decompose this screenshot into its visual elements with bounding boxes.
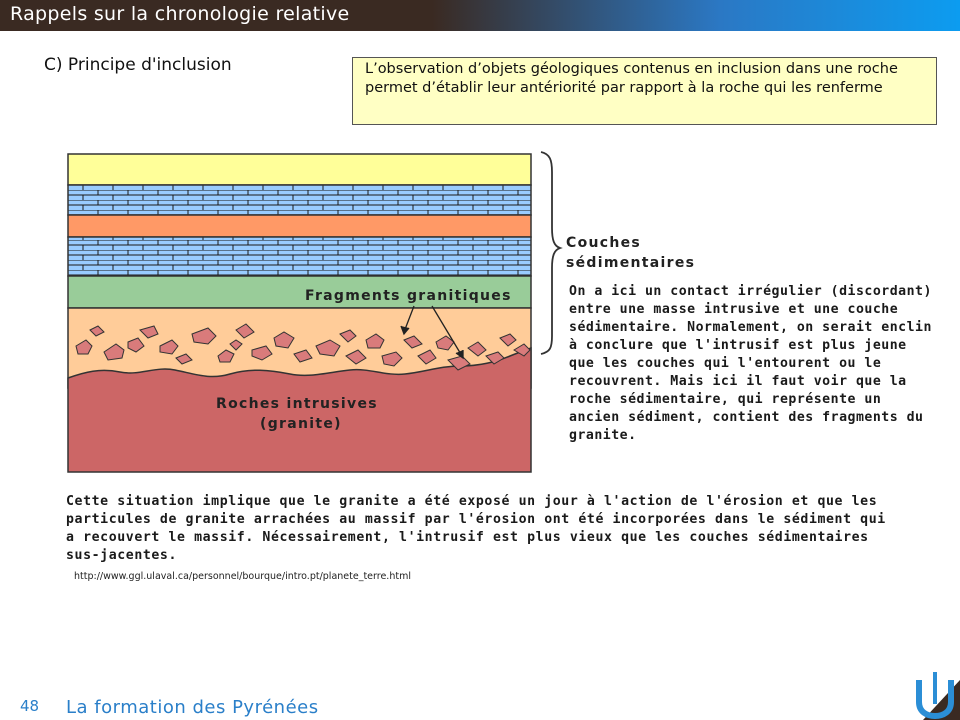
label-roches-line1: Roches intrusives — [216, 396, 378, 412]
page-number: 48 — [20, 697, 40, 715]
label-couches-line2: sédimentaires — [566, 255, 696, 271]
sedimentary-brace — [541, 152, 560, 354]
diagram-explanation: On a ici un contact irrégulier (discordant) entre une masse intrusive et une couche sédimentaire. Normalement, on serait enclin à conclure que l'intrusif est plus jeune que les couches qui l'entourent ou le recouvrent. Mais ici il faut voir que la roche sédimentaire, qui représente un ancien sédiment, contient des fragments du granite. — [569, 284, 932, 443]
source-link[interactable]: http://www.ggl.ulaval.ca/personnel/bourque/intro.pt/planete_terre.html — [74, 571, 411, 582]
yellow-layer — [68, 154, 531, 185]
label-couches-line1: Couches — [566, 235, 642, 251]
label-fragments: Fragments granitiques — [305, 288, 512, 304]
footer-title: La formation des Pyrénées — [66, 697, 319, 718]
slide-title: Rappels sur la chronologie relative — [10, 3, 350, 25]
principle-callout: L’observation d’objets géologiques contenus en inclusion dans une roche permet d’établir leur antériorité par rapport à la roche qui les renferme — [352, 57, 937, 125]
label-roches-line2: (granite) — [260, 416, 342, 432]
limestone-layer-bottom — [68, 237, 531, 276]
section-subtitle: C) Principe d'inclusion — [44, 55, 232, 75]
limestone-layer-top — [68, 185, 531, 215]
university-logo — [905, 668, 960, 720]
conclusion-text: Cette situation implique que le granite a été exposé un jour à l'action de l'érosion et que les particules de granite arrachées au massif par l'érosion ont été incorporées dans le sédiment qui a recouvert le massif. Nécessairement, l'intrusif est plus vieux que les couches sédimentaires sus-jacentes. — [66, 494, 886, 563]
orange-layer — [68, 215, 531, 237]
